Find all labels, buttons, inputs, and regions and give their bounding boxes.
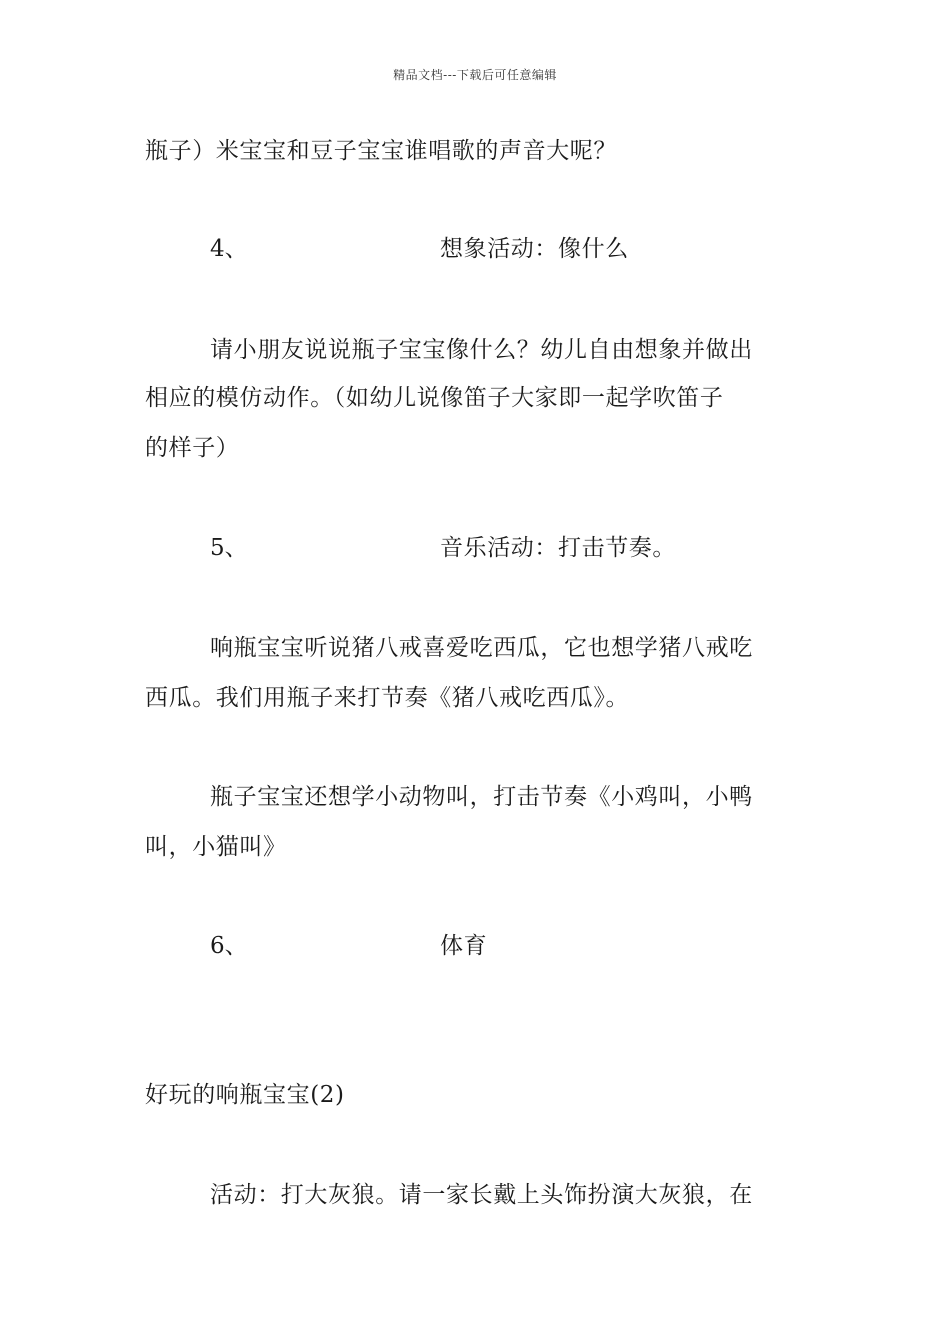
text-line: 请小朋友说说瓶子宝宝像什么？幼儿自由想象并做出 (210, 337, 753, 363)
subtitle: 好玩的响瓶宝宝(2) (145, 1082, 345, 1108)
text-line: 西瓜。我们用瓶子来打节奏《猪八戒吃西瓜》。 (145, 685, 630, 711)
section-title: 想象活动：像什么 (440, 236, 629, 262)
text-line: 活动：打大灰狼。请一家长戴上头饰扮演大灰狼，在 (210, 1182, 753, 1208)
page-header: 精品文档---下载后可任意编辑 (393, 68, 557, 82)
text-line: 叫，小猫叫》 (145, 834, 287, 860)
text-line: 瓶子）米宝宝和豆子宝宝谁唱歌的声音大呢？ (145, 138, 617, 164)
text-line: 相应的模仿动作。（如幼儿说像笛子大家即一起学吹笛子 (145, 385, 724, 411)
section-number: 4、 (210, 236, 248, 262)
section-number: 6、 (210, 933, 248, 959)
section-title: 音乐活动：打击节奏。 (440, 535, 676, 561)
text-line: 的样子） (145, 435, 240, 461)
text-line: 瓶子宝宝还想学小动物叫，打击节奏《小鸡叫，小鸭 (210, 784, 753, 810)
section-title: 体育 (440, 933, 488, 959)
text-line: 响瓶宝宝听说猪八戒喜爱吃西瓜，它也想学猪八戒吃 (210, 635, 753, 661)
section-number: 5、 (210, 535, 248, 561)
